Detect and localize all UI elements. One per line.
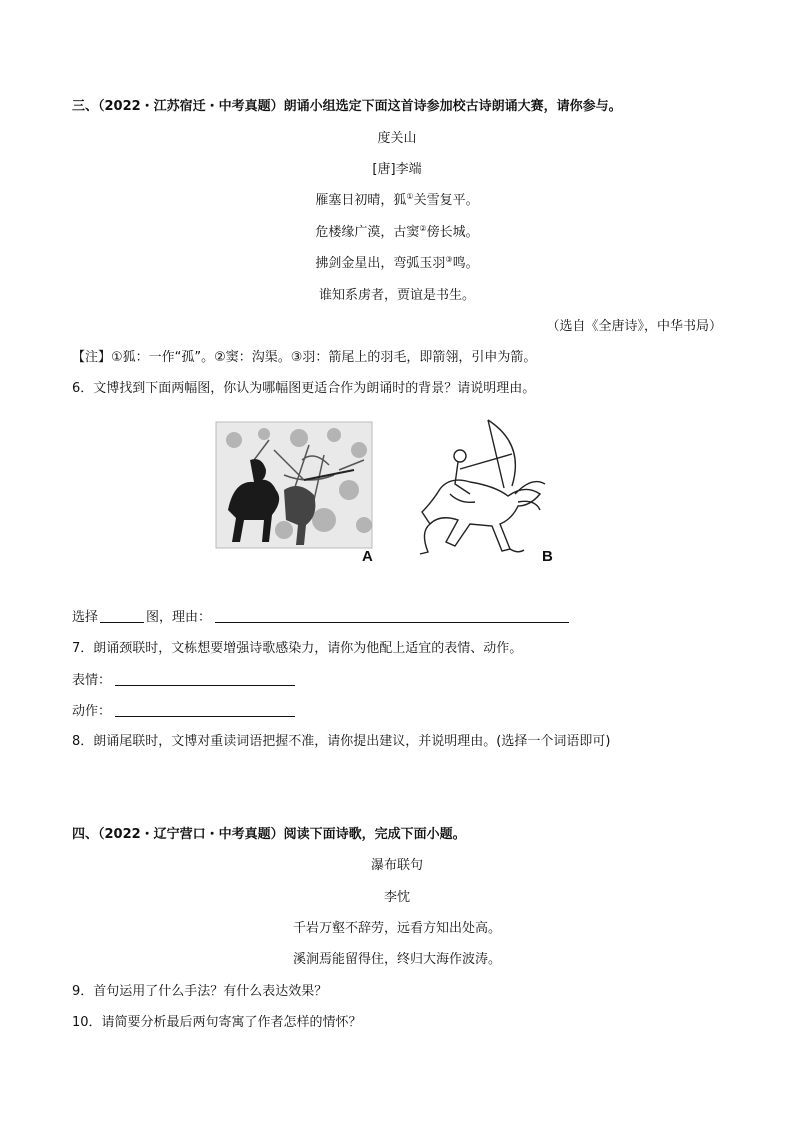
mounted-archer-illustration (400, 414, 550, 564)
poem-line-1-b: 关雪复平。 (413, 193, 479, 208)
question-6: 6．文博找到下面两幅图，你认为哪幅图更适合作为朗诵时的背景？请说明理由。 (72, 381, 536, 396)
action-blank[interactable] (115, 702, 295, 717)
poem-line-1-a: 雁塞日初晴，狐 (315, 193, 407, 208)
reason-blank[interactable] (215, 608, 569, 623)
poem-title: 度关山 (377, 131, 417, 146)
expression-line (72, 671, 295, 690)
footnote-marker-2: ② (419, 224, 427, 233)
figure-b-label: B (542, 548, 553, 565)
poem-2-line-2: 溪涧焉能留得住，终归大海作波涛。 (292, 952, 501, 967)
battle-scene-illustration (214, 420, 374, 550)
action-label: 动作： (72, 704, 112, 719)
poem-author: [唐]李端 (372, 162, 422, 177)
answer-mid: 图，理由： (146, 610, 212, 625)
poem-2-line-1: 千岩万壑不辞劳，远看方知出处高。 (292, 921, 501, 936)
question-8: 8．朗诵尾联时，文博对重读词语把握不准，请你提出建议，并说明理由。(选择一个词语即可) (72, 734, 611, 749)
footnote-marker-1: ① (406, 192, 414, 201)
poem-2-title: 瀑布联句 (370, 858, 423, 873)
expression-blank[interactable] (115, 671, 295, 686)
question-6-answer-line (72, 608, 569, 627)
poem-2-author: 李忱 (383, 890, 410, 905)
figure-choice-blank[interactable] (100, 608, 144, 623)
figure-a-label: A (362, 548, 373, 565)
poem-line-1 (0, 192, 794, 210)
poem-line-4: 谁知系虏者，贾谊是书生。 (318, 288, 475, 303)
poem-line-3-b: 鸣。 (452, 256, 479, 271)
question-7: 7．朗诵颈联时，文栋想要增强诗歌感染力，请你为他配上适宜的表情、动作。 (72, 641, 523, 656)
figure-b (400, 414, 560, 568)
poem-line-3 (0, 255, 794, 273)
section-3-heading: 三、（2022・江苏宿迁・中考真题）朗诵小组选定下面这首诗参加校古诗朗诵大赛，请你参与。 (72, 99, 622, 114)
expression-label: 表情： (72, 673, 112, 688)
poem-line-2 (0, 224, 794, 242)
footnote-marker-3: ③ (445, 255, 453, 264)
poem-source: （选自《全唐诗》，中华书局） (546, 319, 722, 334)
question-9: 9．首句运用了什么手法？有什么表达效果？ (72, 984, 328, 999)
section-4-heading: 四、（2022・辽宁营口・中考真题）阅读下面诗歌，完成下面小题。 (72, 827, 466, 842)
poem-line-3-a: 拂剑金星出，弯弧玉羽 (315, 256, 446, 271)
question-10: 10．请简要分析最后两句寄寓了作者怎样的情怀？ (72, 1015, 362, 1030)
action-line (72, 702, 295, 721)
figure-a (214, 420, 384, 568)
annotation-note: 【注】①狐：一作“孤”。②窦：沟渠。③羽：箭尾上的羽毛，即箭翎，引申为箭。 (72, 350, 537, 365)
poem-line-2-b: 傍长城。 (426, 225, 479, 240)
answer-prefix: 选择 (72, 610, 99, 625)
poem-line-2-a: 危楼缘广漠，古窦 (315, 225, 420, 240)
